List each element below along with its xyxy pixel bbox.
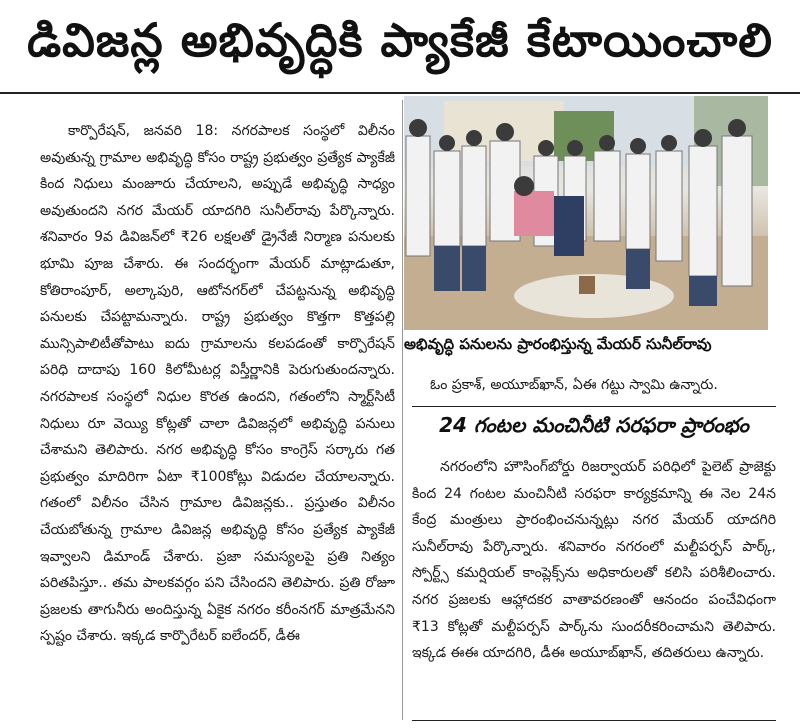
photo-caption: అభివృద్ధి పనులను ప్రారంభిస్తున్న మేయర్ సునీల్‌రావు xyxy=(404,335,712,353)
article-headline: డివిజన్ల అభివృద్ధికి ప్యాకేజీ కేటాయించాలి xyxy=(27,13,773,67)
headline-divider xyxy=(0,92,800,94)
right-column xyxy=(412,454,776,667)
left-column xyxy=(40,118,395,650)
right-article-body: నగరంలోని హౌసింగ్‌బోర్డు రిజర్వాయర్ పరిధిలో పైలెట్ ప్రాజెక్టు కింద 24 గంటల మంచినీటి సరఫరా కార్యక్రమాన్ని ఈ నెల 24న కేంద్ర మంత్రులు ప్రారంభించనున్నట్లు నగర మేయర్ యాదగిరి సునీల్‌రావు పేర్కొన్నారు. శనివారం నగరంలో మల్టీపర్పస్ పార్క్, స్పోర్ట్స్ కమర్షియల్ కాంప్లెక్స్‌ను అధికారులతో కలిసి పరిశీలించారు. నగర ప్రజలకు ఆహ్లాదకర వాతావరణంతో ఆనందం పంచేవిధంగా ₹13 కోట్లతో మల్టీపర్పస్ పార్క్‌ను సుందరీకరించామని తెలిపారు. ఇక్కడ ఈఈ యాదగిరి, డీఈ అయూబ్‌ఖాన్, తదితరులు ఉన్నారు. xyxy=(412,459,776,662)
news-photo xyxy=(404,96,768,330)
photo-illustration xyxy=(404,96,768,330)
article-subheading: 24 గంటల మంచినీటి సరఫరా ప్రారంభం xyxy=(439,412,749,437)
subhead-divider xyxy=(412,406,776,407)
column-divider xyxy=(402,100,403,720)
left-article-body: కార్పొరేషన్, జనవరి 18: నగరపాలక సంస్థలో విలీనం అవుతున్న గ్రామాల అభివృద్ధి కోసం రాష్ట్ర ప్రభుత్వం ప్రత్యేక ప్యాకేజీ కింద నిధులు మంజూరు చేయాలని, అప్పుడే అభివృద్ధి సాధ్యం అవుతుందని నగర మేయర్ యాదగిరి సునీల్‌రావు పేర్కొన్నారు. శనివారం 9వ డివిజన్‌లో ₹26 లక్షలతో డ్రైనేజీ నిర్మాణ పనులకు భూమి పూజ చేశారు. ఈ సందర్భంగా మేయర్ మాట్లాడుతూ, కోతిరాంపూర్, అల్కాపురి, ఆటోనగర్‌లో చేపట్టనున్న అభివృద్ధి పనులకు చేపట్టామన్నారు. రాష్ట్ర ప్రభుత్వం కొత్తగా కొత్తపల్లి మున్సిపాలిటీతోపాటు ఐదు గ్రామాలను కలపడంతో కార్పొరేషన్ పరిధి దాదాపు 160 కిలోమీటర్ల విస్తీర్ణానికి పెరుగుతుందన్నారు. నగరపాలక సంస్థలో నిధుల కొరత ఉందని, గతంలోని స్మార్ట్‌సిటీ నిధులు రూ వెయ్యి కోట్లతో చాలా డివిజన్లలో అభివృద్ధి పనులు చేశామని తెలిపారు. నగర అభివృద్ధి కోసం కాంగ్రెస్ సర్కారు గత ప్రభుత్వం మాదిరిగా ఏటా ₹100కోట్లు విడుదల చేయాలన్నారు. గతంలో విలీనం చేసిన గ్రామాల డివిజన్లకు.. ప్రస్తుతం విలీనం చేయబోతున్న గ్రామాల డివిజన్ల అభివృద్ధి కోసం ప్రత్యేక ప్యాకేజీ ఇవ్వాలని డిమాండ్ చేశారు. ప్రజా సమస్యలపై ప్రతి నిత్యం పరితపిస్తూ.. తమ పాలకవర్గం పని చేసిందని తెలిపారు. ప్రతి రోజూ ప్రజలకు తాగునీరు అందిస్తున్న ఏకైక నగరం కరీంనగర్ మాత్రమేనని స్పష్టం చేశారు. ఇక్కడ కార్పొరేటర్ ఐలేందర్, డీఈ xyxy=(40,123,395,645)
bottom-divider xyxy=(412,720,776,721)
right-article-continuation: ఓం ప్రకాశ్, అయూబ్‌ఖాన్, ఏఈ గట్టు స్వామి ఉన్నారు. xyxy=(430,377,718,393)
